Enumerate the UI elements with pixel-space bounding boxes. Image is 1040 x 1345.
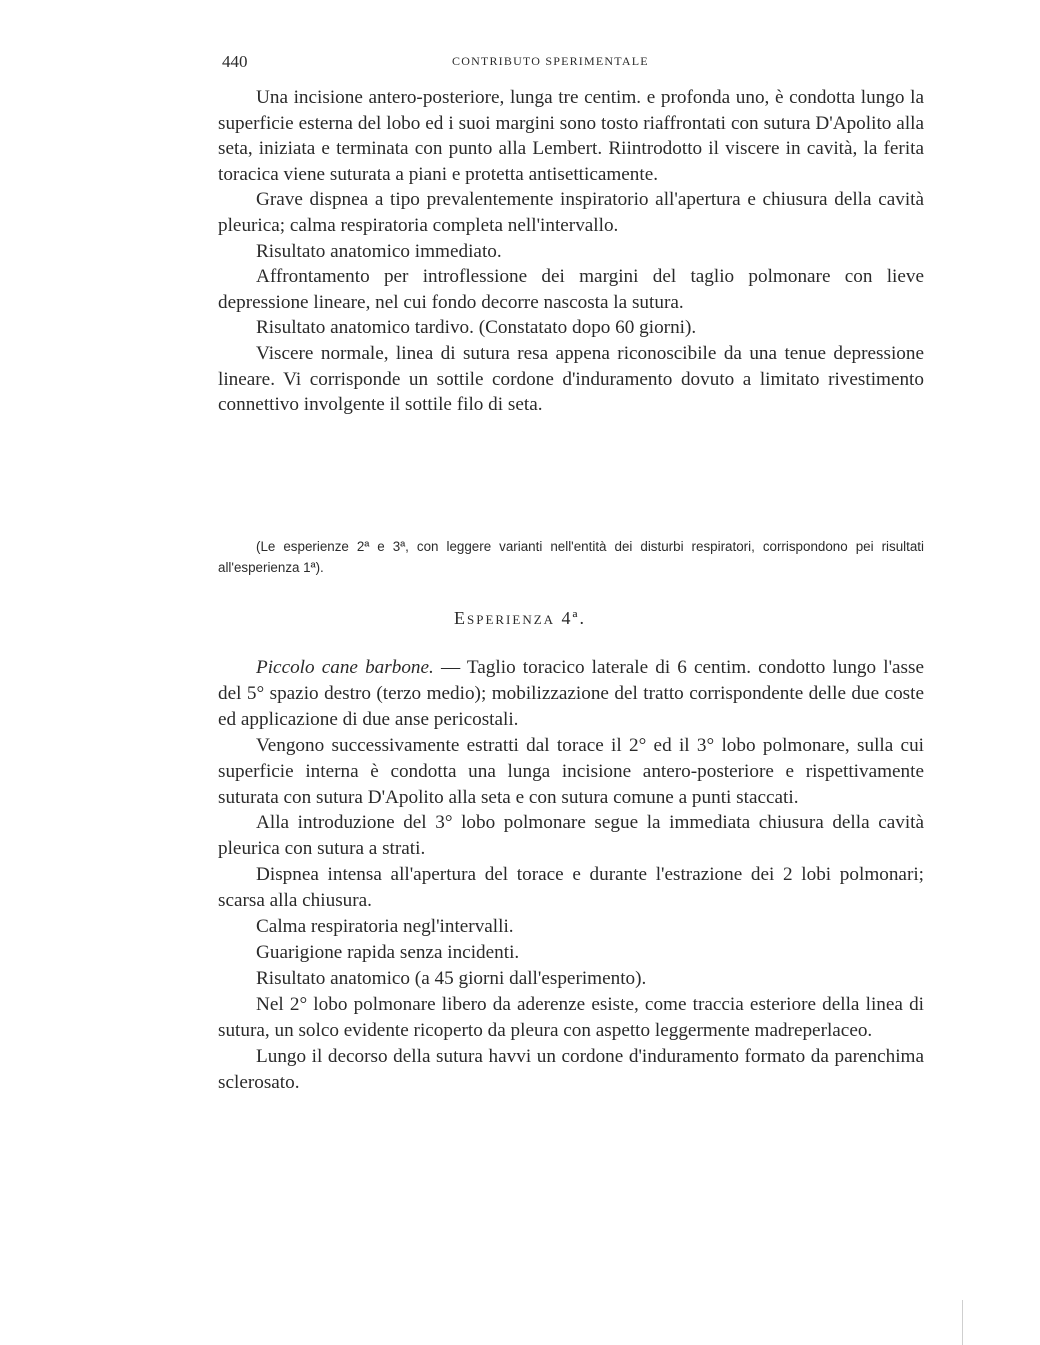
section-heading-text: Esperienza 4ª. [453,608,587,628]
paragraph: Lungo il decorso della sutura havvi un cordone d'induramento formato da parenchima sclerosato. [218,1045,924,1093]
paragraph: Guarigione rapida senza incidenti. [256,941,520,963]
paragraph: Risultato anatomico tardivo. (Constatato dopo 60 giorni). [256,317,697,339]
paragraph: Grave dispnea a tipo prevalentemente inspiratorio all'apertura e chiusura della cavità pleurica; calma respiratoria completa nell'intervallo. [218,189,924,236]
paragraph [218,655,924,733]
page-number: 440 [222,52,248,71]
footnote-remark: (Le esperienze 2ª e 3ª, con leggere varianti nell'entità dei disturbi respiratori, corrispondono pei risultati all'esperienza 1ª). [218,539,924,575]
paragraph: Dispnea intensa all'apertura del torace e durante l'estrazione dei 2 lobi polmonari; scarsa alla chiusura. [218,864,924,912]
running-title: CONTRIBUTO SPERIMENTALE [452,54,649,68]
paragraph: Vengono successivamente estratti dal torace il 2° ed il 3° lobo polmonare, sulla cui superficie interna è condotta una lunga incisione antero-posteriore e rispettivamente suturata con sutura D'Apolito alla seta e con sutura comune a punti staccati. [218,734,924,808]
body-text-bottom [218,655,924,1095]
paragraph: Alla introduzione del 3° lobo polmonare segue la immediata chiusura della cavità pleurica con sutura a strati. [218,812,924,860]
italic-lead: Piccolo cane barbone. [256,657,434,678]
section-heading [0,608,1040,629]
paragraph: Nel 2° lobo polmonare libero da aderenze esiste, come traccia esteriore della linea di sutura, un solco evidente ricoperto da pleura con aspetto leggermente madreperlaceo. [218,993,924,1041]
paragraph: Affrontamento per introflessione dei margini del taglio polmonare con lieve depressione lineare, nel cui fondo decorre nascosta la sutura. [218,266,924,313]
page-edge-mark [962,1300,963,1345]
paragraph: Risultato anatomico immediato. [256,240,502,262]
paragraph: Risultato anatomico (a 45 giorni dall'esperimento). [256,967,647,989]
body-text-top [218,85,924,418]
paragraph: Calma respiratoria negl'intervalli. [256,916,514,938]
paragraph: Viscere normale, linea di sutura resa appena riconoscibile da una tenue depressione lineare. Vi corrisponde un sottile cordone d'induramento dovuto a limitato rivestimento connettivo involgente il sottile filo di seta. [218,342,924,416]
paragraph: Una incisione antero-posteriore, lunga tre centim. e profonda uno, è condotta lungo la superficie esterna del lobo ed i suoi margini sono tosto riaffrontati con sutura D'Apolito alla seta, iniziata e terminata con punto alla Lembert. Riintrodotto il viscere in cavità, la ferita toracica viene suturata a piani e protetta antisetticamente. [218,87,924,185]
paragraph-text: — Taglio toracico laterale di 6 centim. condotto lungo l'asse del 5° spazio destro (terzo medio); mobilizzazione del tratto corrispondente delle due coste ed applicazione di due anse pericostali. [218,657,924,730]
page-header [222,52,922,76]
